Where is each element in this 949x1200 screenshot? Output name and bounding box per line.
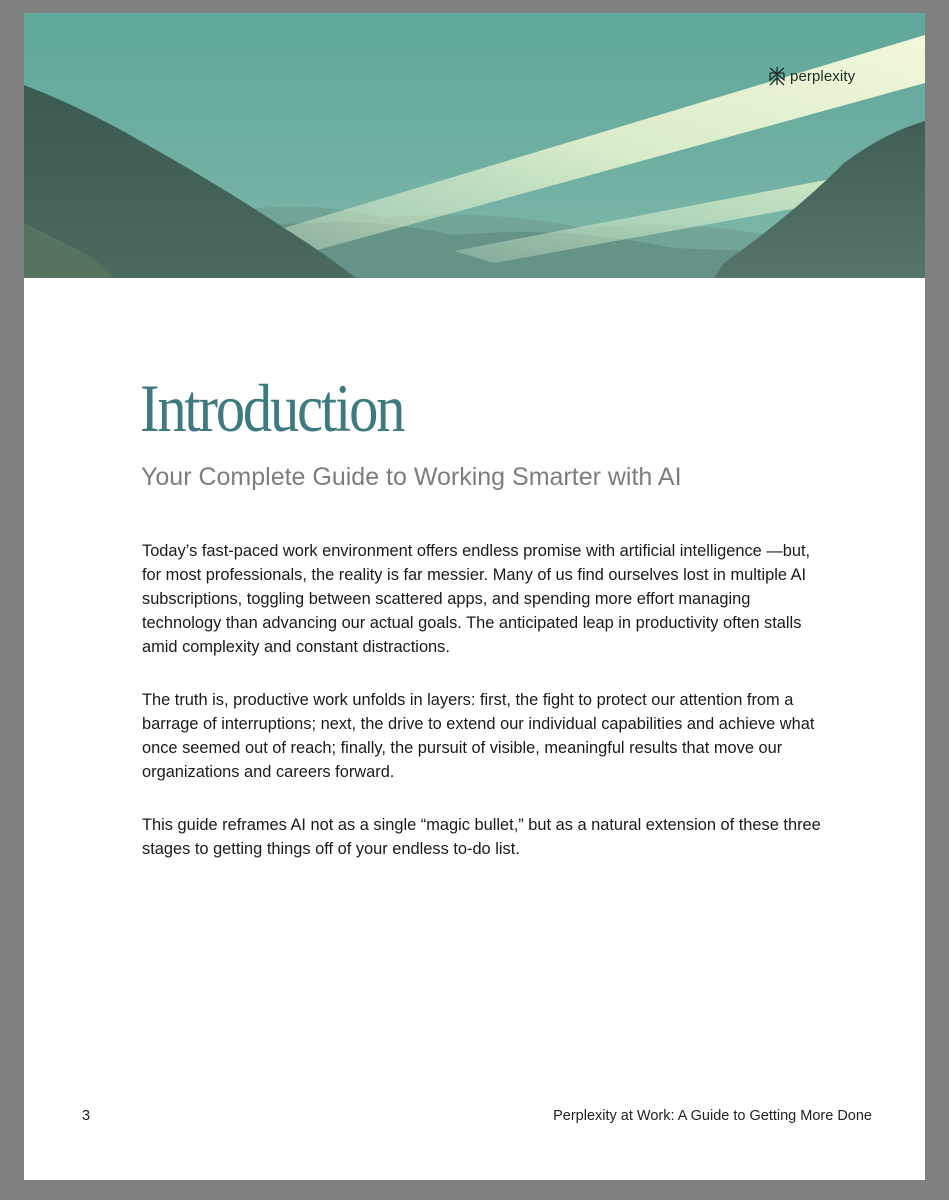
paragraph: The truth is, productive work unfolds in layers: first, the fight to protect our attention from a barrage of interruptions; next, the drive to extend our individual capabilities and achieve what once seemed out of reach; finally, the pursuit of visible, meaningful results that move our organizations and careers forward. xyxy=(142,691,815,781)
paragraph: This guide reframes AI not as a single “magic bullet,” but as a natural extension of these three stages to getting things off of your endless to-do list. xyxy=(142,816,821,858)
footer-document-title: Perplexity at Work: A Guide to Getting More Done xyxy=(553,1108,872,1124)
page-number: 3 xyxy=(82,1108,91,1124)
document-page xyxy=(24,13,925,1180)
body-text xyxy=(142,539,822,890)
perplexity-logo-icon xyxy=(768,66,786,86)
paragraph: Today’s fast-paced work environment offers endless promise with artificial intelligence —but, for most professionals, the reality is far messier. Many of us find ourselves lost in multiple AI subscriptions, toggling between scattered apps, and spending more effort managing technology than advancing our actual goals. The anticipated leap in productivity often stalls amid complexity and constant distractions. xyxy=(142,542,811,656)
brand-name: perplexity xyxy=(790,67,856,85)
hero-landscape-image xyxy=(24,13,925,278)
brand-logo xyxy=(768,66,855,86)
page-subtitle: Your Complete Guide to Working Smarter with AI xyxy=(141,463,682,491)
page-title: Introduction xyxy=(140,370,404,446)
